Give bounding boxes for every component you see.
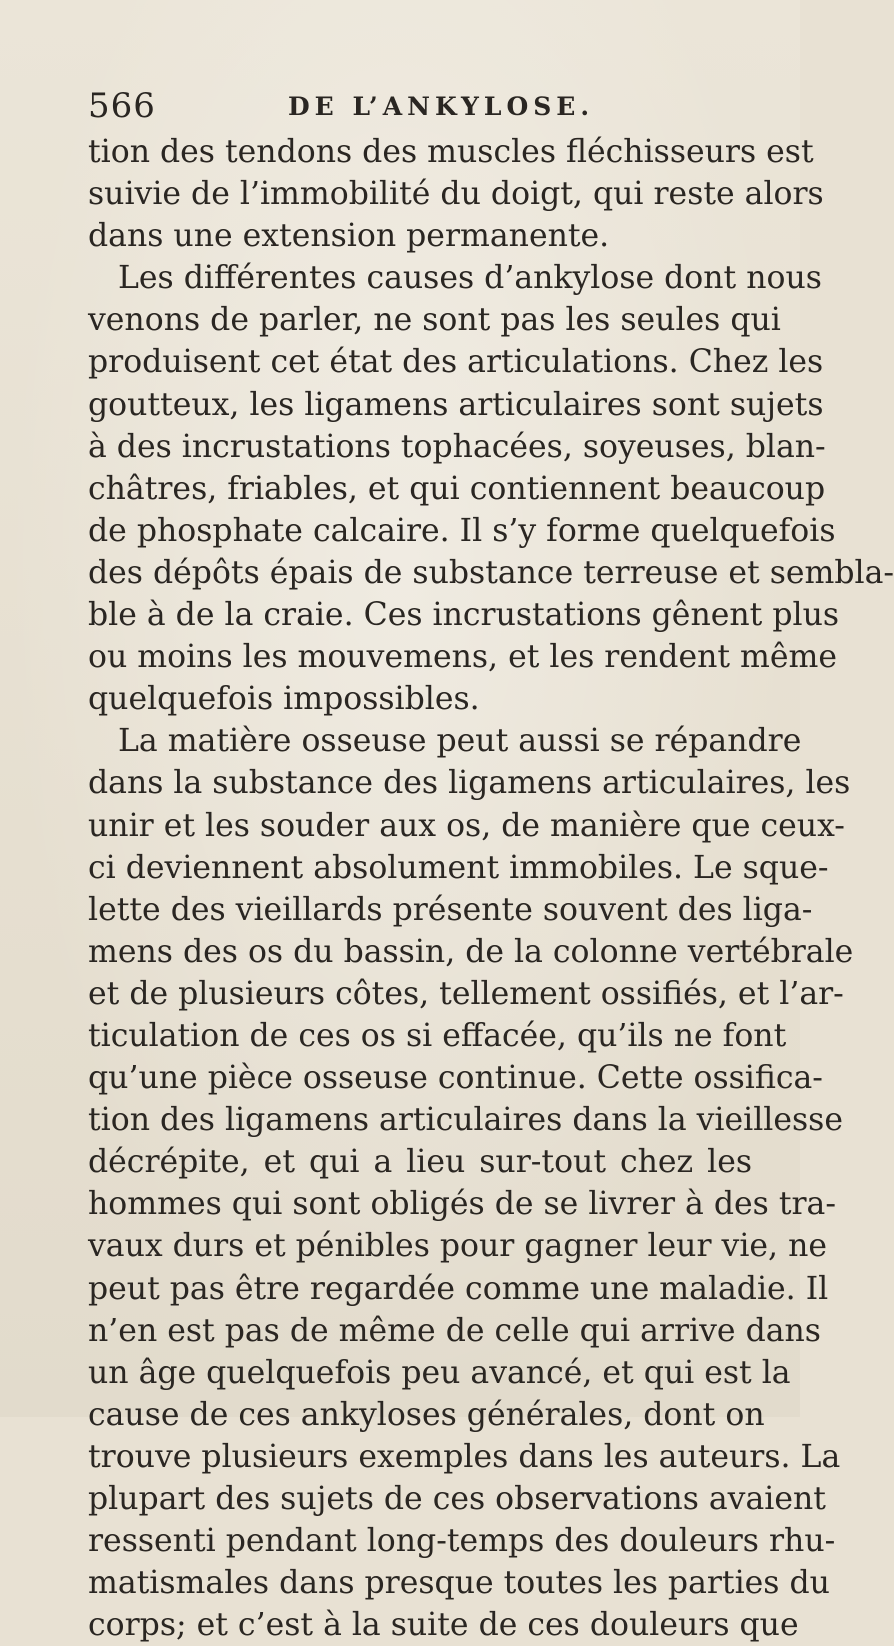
text-line: peut pas être regardée comme une maladie. Il	[88, 1270, 829, 1307]
text-line: unir et les souder aux os, de manière que ceux-	[88, 807, 845, 844]
text-line: de phosphate calcaire. Il s’y forme quelquefois	[88, 512, 836, 549]
text-line: trouve plusieurs exemples dans les auteurs. La	[88, 1438, 841, 1475]
text-line: lette des vieillards présente souvent des liga-	[88, 891, 813, 928]
text-line: ou moins les mouvemens, et les rendent même	[88, 639, 838, 676]
text-line: corps; et c’est à la suite de ces douleurs que	[88, 1607, 799, 1644]
text-line: ci deviennent absolument immobiles. Le sque-	[88, 849, 829, 886]
text-line: tion des tendons des muscles fléchisseurs est	[88, 134, 814, 170]
text-line: dans une extension permanente.	[88, 218, 610, 255]
text-line: ressenti pendant long-temps des douleurs rhu-	[88, 1523, 836, 1560]
text-line: produisent cet état des articulations. Chez les	[88, 344, 824, 381]
body-text	[88, 131, 894, 1646]
text-line: ble à de la craie. Ces incrustations gênent plus	[88, 597, 840, 634]
text-line: goutteux, les ligamens articulaires sont sujets	[88, 386, 824, 423]
text-line: décrépite, et qui a lieu sur-tout chez les	[88, 1144, 752, 1181]
running-title: DE L’ANKYLOSE.	[288, 92, 595, 121]
page-number: 566	[88, 86, 156, 126]
text-line: tion des ligamens articulaires dans la vieillesse	[88, 1102, 843, 1139]
text-line: cause de ces ankyloses générales, dont on	[88, 1396, 765, 1433]
text-line: dans la substance des ligamens articulaires, les	[88, 765, 851, 802]
text-line: plupart des sujets de ces observations avaient	[88, 1481, 826, 1517]
text-line: vaux durs et pénibles pour gagner leur vie, ne	[88, 1228, 828, 1265]
text-line: un âge quelquefois peu avancé, et qui est la	[88, 1354, 791, 1391]
text-line: des dépôts épais de substance terreuse et sembla-	[88, 554, 894, 591]
text-line: quelquefois impossibles.	[88, 681, 480, 718]
text-line: ticulation de ces os si effacée, qu’ils ne font	[88, 1017, 787, 1054]
text-line: n’en est pas de même de celle qui arrive dans	[88, 1312, 821, 1349]
text-line: suivie de l’immobilité du doigt, qui reste alors	[88, 176, 824, 213]
text-line: matismales dans presque toutes les parties du	[88, 1565, 830, 1602]
text-line: hommes qui sont obligés de se livrer à des tra-	[88, 1186, 836, 1223]
text-line: et de plusieurs côtes, tellement ossifiés, et l’ar-	[88, 975, 844, 1012]
text-line: à des incrustations tophacées, soyeuses, blan-	[88, 428, 826, 465]
text-line: châtres, friables, et qui contiennent beaucoup	[88, 470, 826, 507]
text-line: Les différentes causes d’ankylose dont nous	[118, 260, 822, 297]
text-line: mens des os du bassin, de la colonne vertébrale	[88, 933, 854, 970]
text-line: qu’une pièce osseuse continue. Cette ossifica-	[88, 1060, 823, 1097]
running-head	[88, 86, 748, 126]
text-line: venons de parler, ne sont pas les seules qui	[88, 302, 781, 339]
text-line: La matière osseuse peut aussi se répandre	[118, 723, 802, 760]
